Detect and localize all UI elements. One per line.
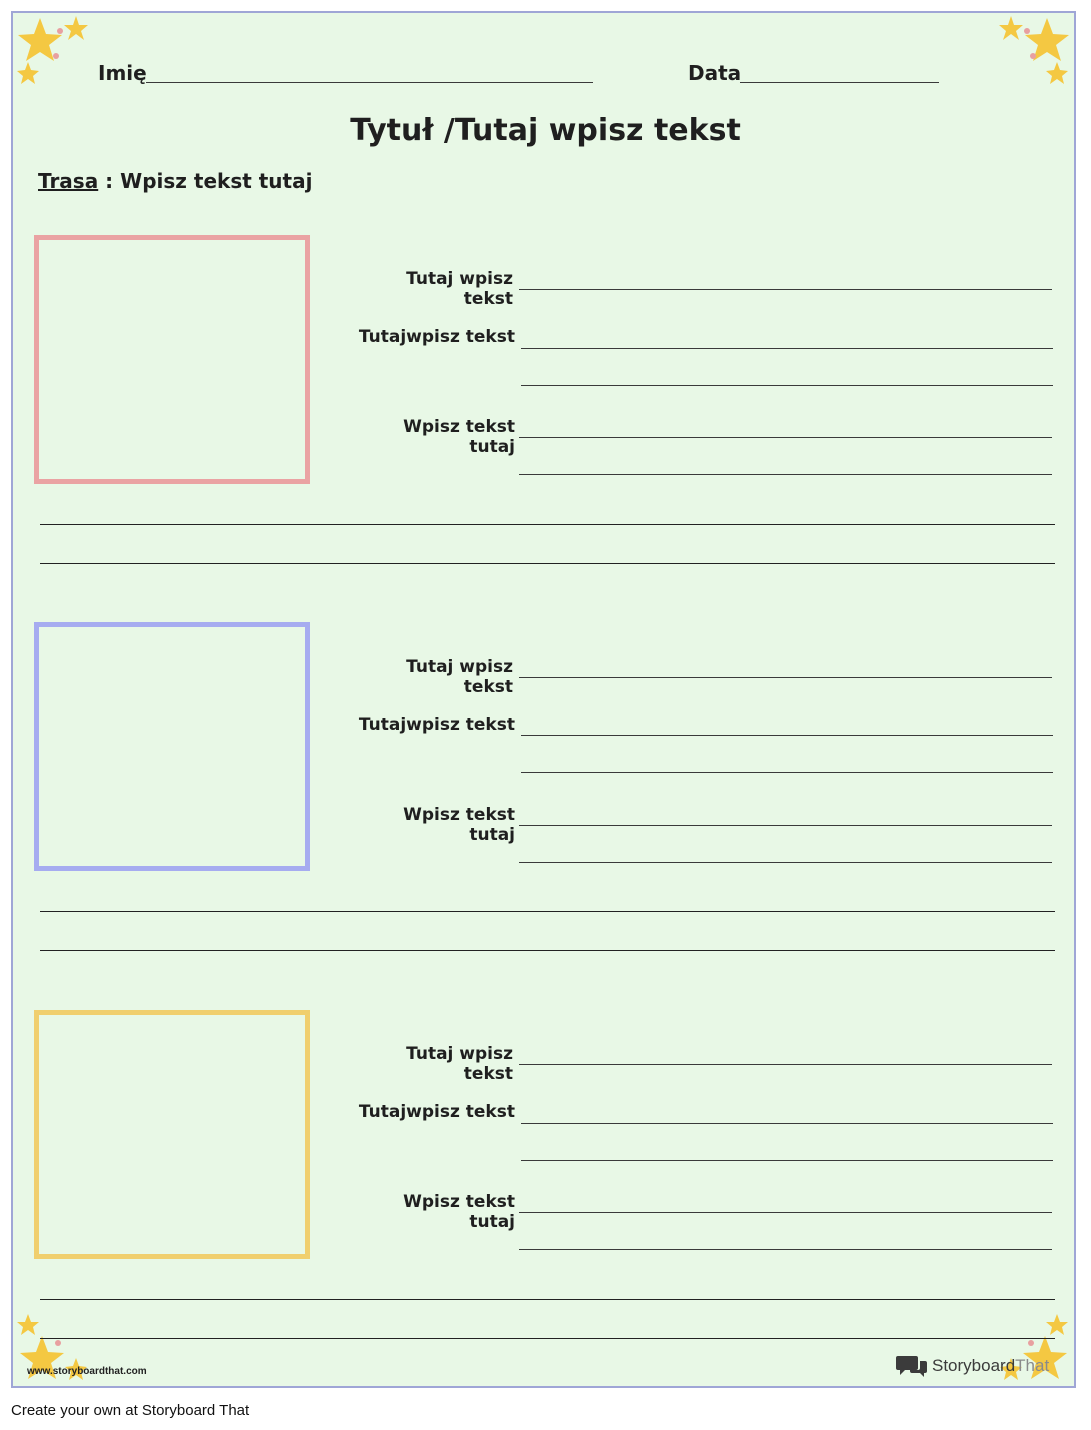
route-value: Wpisz tekst tutaj: [113, 169, 313, 193]
route-separator: :: [98, 169, 114, 193]
route-line: [38, 169, 312, 193]
create-your-own-caption[interactable]: Create your own at Storyboard That: [11, 1402, 250, 1419]
answer-line-2c-2[interactable]: [519, 862, 1052, 863]
star-icon: [64, 16, 88, 40]
question-label-1a: Tutaj wpisz tekst: [406, 269, 513, 309]
answer-line-3b[interactable]: [521, 1123, 1053, 1124]
answer-line-3a[interactable]: [519, 1064, 1052, 1065]
question-label-3a: Tutaj wpisz tekst: [406, 1044, 513, 1084]
speech-bubble-icon: [896, 1354, 928, 1378]
writing-line-1b[interactable]: [40, 563, 1055, 564]
writing-line-2b[interactable]: [40, 950, 1055, 951]
writing-line-2a[interactable]: [40, 911, 1055, 912]
answer-line-2a[interactable]: [519, 677, 1052, 678]
writing-line-1a[interactable]: [40, 524, 1055, 525]
footer-url[interactable]: www.storyboardthat.com: [27, 1366, 147, 1377]
star-decoration-top-left: [14, 14, 94, 94]
writing-line-3b[interactable]: [40, 1338, 1055, 1339]
answer-line-1a[interactable]: [519, 289, 1052, 290]
answer-line-2c[interactable]: [519, 825, 1052, 826]
answer-line-1c-2[interactable]: [519, 474, 1052, 475]
date-field-line[interactable]: [740, 82, 939, 83]
question-label-2c: Wpisz tekst tutaj: [403, 805, 515, 845]
question-label-3b: Tutajwpisz tekst: [358, 1102, 515, 1122]
answer-line-1b-2[interactable]: [521, 385, 1053, 386]
star-icon: [17, 1314, 39, 1335]
date-label: Data: [688, 61, 742, 85]
answer-line-3c[interactable]: [519, 1212, 1052, 1213]
star-icon: [1046, 62, 1068, 84]
writing-line-3a[interactable]: [40, 1299, 1055, 1300]
question-label-1c: Wpisz tekst tutaj: [403, 417, 515, 457]
logo-text: StoryboardThat: [932, 1356, 1050, 1375]
question-label-1b: Tutajwpisz tekst: [358, 327, 515, 347]
star-icon: [17, 62, 39, 84]
question-label-2a: Tutaj wpisz tekst: [406, 657, 513, 697]
route-key: Trasa: [38, 169, 99, 193]
star-icon: [999, 16, 1023, 40]
name-label: Imię: [98, 61, 147, 85]
answer-line-3b-2[interactable]: [521, 1160, 1053, 1161]
star-decoration-top-right: [995, 14, 1075, 94]
drawing-frame-3[interactable]: [34, 1010, 310, 1259]
answer-line-2b-2[interactable]: [521, 772, 1053, 773]
answer-line-2b[interactable]: [521, 735, 1053, 736]
question-label-3c: Wpisz tekst tutaj: [403, 1192, 515, 1232]
star-icon: [1046, 1314, 1068, 1335]
question-label-2b: Tutajwpisz tekst: [358, 715, 515, 735]
answer-line-3c-2[interactable]: [519, 1249, 1052, 1250]
answer-line-1b[interactable]: [521, 348, 1053, 349]
drawing-frame-2[interactable]: [34, 622, 310, 871]
page-title: Tytuł /Tutaj wpisz tekst: [350, 113, 741, 148]
storyboardthat-logo[interactable]: [896, 1354, 1049, 1378]
drawing-frame-1[interactable]: [34, 235, 310, 484]
name-field-line[interactable]: [146, 82, 593, 83]
answer-line-1c[interactable]: [519, 437, 1052, 438]
